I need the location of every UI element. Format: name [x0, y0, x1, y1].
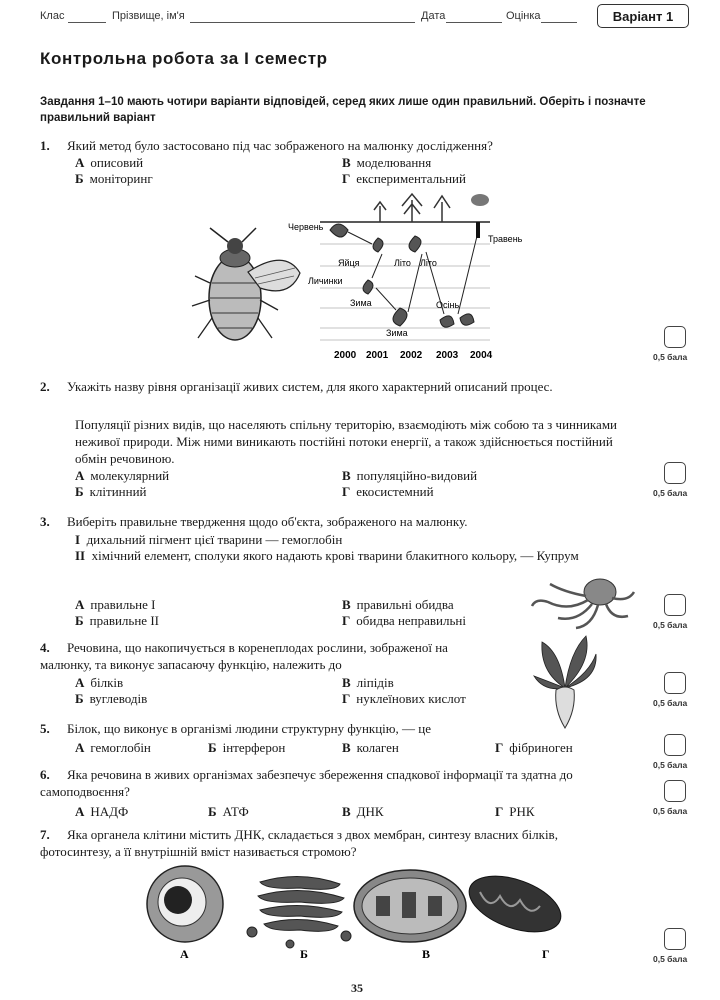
question-text: Який метод було застосовано під час зображеного на малюнку дослідження?	[67, 138, 493, 153]
q3-option-b[interactable]: Б правильне ІІ	[75, 613, 159, 628]
q6-score-box[interactable]	[664, 780, 686, 802]
q4-score-box[interactable]	[664, 672, 686, 694]
question-2: 2. Укажіть назву рівня організації живих систем, для якого характерний описаний процес.	[40, 379, 553, 394]
q2-option-c[interactable]: В популяційно-видовий	[342, 468, 478, 483]
organelle-label-v: В	[422, 947, 431, 961]
year-label: 2000	[334, 350, 357, 361]
q4-option-c[interactable]: В ліпідів	[342, 675, 394, 690]
q6-score-label: 0,5 бала	[653, 806, 688, 816]
q2-paragraph: Популяції різних видів, що населяють спільну територію, взаємодіють між собою та з чинниками неживої природи. Між ними виникають постійні потоки енергії, а також здійснюється постійний обмін речовиною.	[75, 417, 618, 466]
q5-score-box[interactable]	[664, 734, 686, 756]
beetle-lifecycle-figure	[190, 188, 550, 368]
q3-score-box[interactable]	[664, 594, 686, 616]
q3-score-label: 0,5 бала	[653, 620, 688, 630]
label-eggs: Яйця	[338, 258, 360, 268]
organelle-g-image	[462, 865, 569, 943]
question-6: 6. Яка речовина в живих організмах забезпечує збереження спадкової інформації та здатна до самоподвоєння?	[40, 767, 573, 799]
q3-option-a[interactable]: А правильне І	[75, 597, 156, 612]
instructions: Завдання 1–10 мають чотири варіанти відповідей, серед яких лише один правильний. Оберіть і позначте правильний варіант	[40, 96, 646, 124]
question-7: 7. Яка органела клітини містить ДНК, складається з двох мембран, синтезу власних білків, фотосинтезу, а її внутрішній вміст називається стромою?	[40, 827, 558, 859]
q2-option-d[interactable]: Г екосистемний	[342, 484, 434, 499]
question-1	[40, 137, 640, 154]
q3-option-d[interactable]: Г обидва неправильні	[342, 613, 466, 628]
organelle-label-b: Б	[300, 947, 308, 961]
beetle-illustration	[192, 228, 300, 340]
organelle-v-image	[354, 870, 466, 942]
q2-score-label: 0,5 бала	[653, 488, 688, 498]
question-5: 5. Білок, що виконує в організмі людини структурну функцію, — це	[40, 721, 431, 736]
label-june: Червень	[288, 222, 324, 232]
q2-score-box[interactable]	[664, 462, 686, 484]
year-label: 2002	[400, 350, 423, 361]
question-number: 1.	[40, 138, 50, 153]
grade-field[interactable]	[541, 22, 577, 23]
beet-plant-illustration	[530, 632, 600, 730]
grade-label: Оцінка	[506, 10, 541, 22]
q5-option-c[interactable]: В колаген	[342, 740, 399, 755]
q6-option-a[interactable]: А НАДФ	[75, 804, 129, 819]
label-summer-2: Літо	[420, 258, 437, 268]
organelle-label-a: А	[180, 947, 189, 961]
question-3: 3. Виберіть правильне твердження щодо об'єкта, зображеного на малюнку.	[40, 514, 468, 529]
q4-option-b[interactable]: Б вуглеводів	[75, 691, 148, 706]
q6-option-c[interactable]: В ДНК	[342, 804, 384, 819]
q2-option-a[interactable]: А молекулярний	[75, 468, 170, 483]
date-label: Дата	[421, 10, 446, 22]
q7-score-label: 0,5 бала	[653, 954, 688, 964]
q1-score-box[interactable]	[664, 326, 686, 348]
label-larvae: Личинки	[308, 276, 343, 286]
q5-option-d[interactable]: Г фібриноген	[495, 740, 573, 755]
q3-option-c[interactable]: В правильні обидва	[342, 597, 454, 612]
name-label: Прізвище, ім'я	[112, 10, 185, 22]
q3-statement-1: I дихальний пігмент цієї тварини — гемоглобін	[75, 532, 343, 547]
year-label: 2001	[366, 350, 389, 361]
q4-score-label: 0,5 бала	[653, 698, 688, 708]
class-label: Клас	[40, 10, 65, 22]
q1-score-label: 0,5 бала	[653, 352, 688, 362]
label-summer-1: Літо	[394, 258, 411, 268]
label-autumn: Осінь	[436, 300, 460, 310]
year-label: 2003	[436, 350, 459, 361]
page-number: 35	[351, 981, 363, 995]
variant-badge: Варіант 1	[597, 4, 689, 28]
octopus-illustration	[528, 572, 638, 632]
q3-statement-2: II хімічний елемент, сполуки якого надають крові тварини блакитного кольору, — Купрум	[75, 548, 579, 563]
organelles-figure	[140, 862, 570, 962]
q1-option-d[interactable]: Г експериментальний	[342, 171, 466, 186]
label-winter-2: Зима	[386, 328, 408, 338]
q4-option-d[interactable]: Г нуклеїнових кислот	[342, 691, 466, 706]
q5-option-b[interactable]: Б інтерферон	[208, 740, 286, 755]
q2-option-b[interactable]: Б клітинний	[75, 484, 147, 499]
q6-option-b[interactable]: Б АТФ	[208, 804, 249, 819]
organelle-a-image	[147, 866, 223, 942]
label-winter-1: Зима	[350, 298, 372, 308]
date-field[interactable]	[446, 22, 502, 23]
organelle-label-g: Г	[542, 947, 550, 961]
q5-option-a[interactable]: А гемоглобін	[75, 740, 151, 755]
q1-option-b[interactable]: Б моніторинг	[75, 171, 153, 186]
organelle-b-image	[247, 876, 351, 948]
label-may: Травень	[488, 234, 523, 244]
q6-option-d[interactable]: Г РНК	[495, 804, 535, 819]
question-4: 4. Речовина, що накопичується в коренеплодах рослини, зображеної на малюнку, та виконує запасаючу функцію, належить до	[40, 640, 448, 672]
name-field[interactable]	[190, 22, 415, 23]
page-title: Контрольна робота за І семестр	[40, 49, 328, 68]
q1-option-a[interactable]: А описовий	[75, 155, 144, 170]
q4-option-a[interactable]: А білків	[75, 675, 124, 690]
q5-score-label: 0,5 бала	[653, 760, 688, 770]
q1-option-c[interactable]: В моделювання	[342, 155, 432, 170]
year-label: 2004	[470, 350, 493, 361]
class-field[interactable]	[68, 22, 106, 23]
q7-score-box[interactable]	[664, 928, 686, 950]
